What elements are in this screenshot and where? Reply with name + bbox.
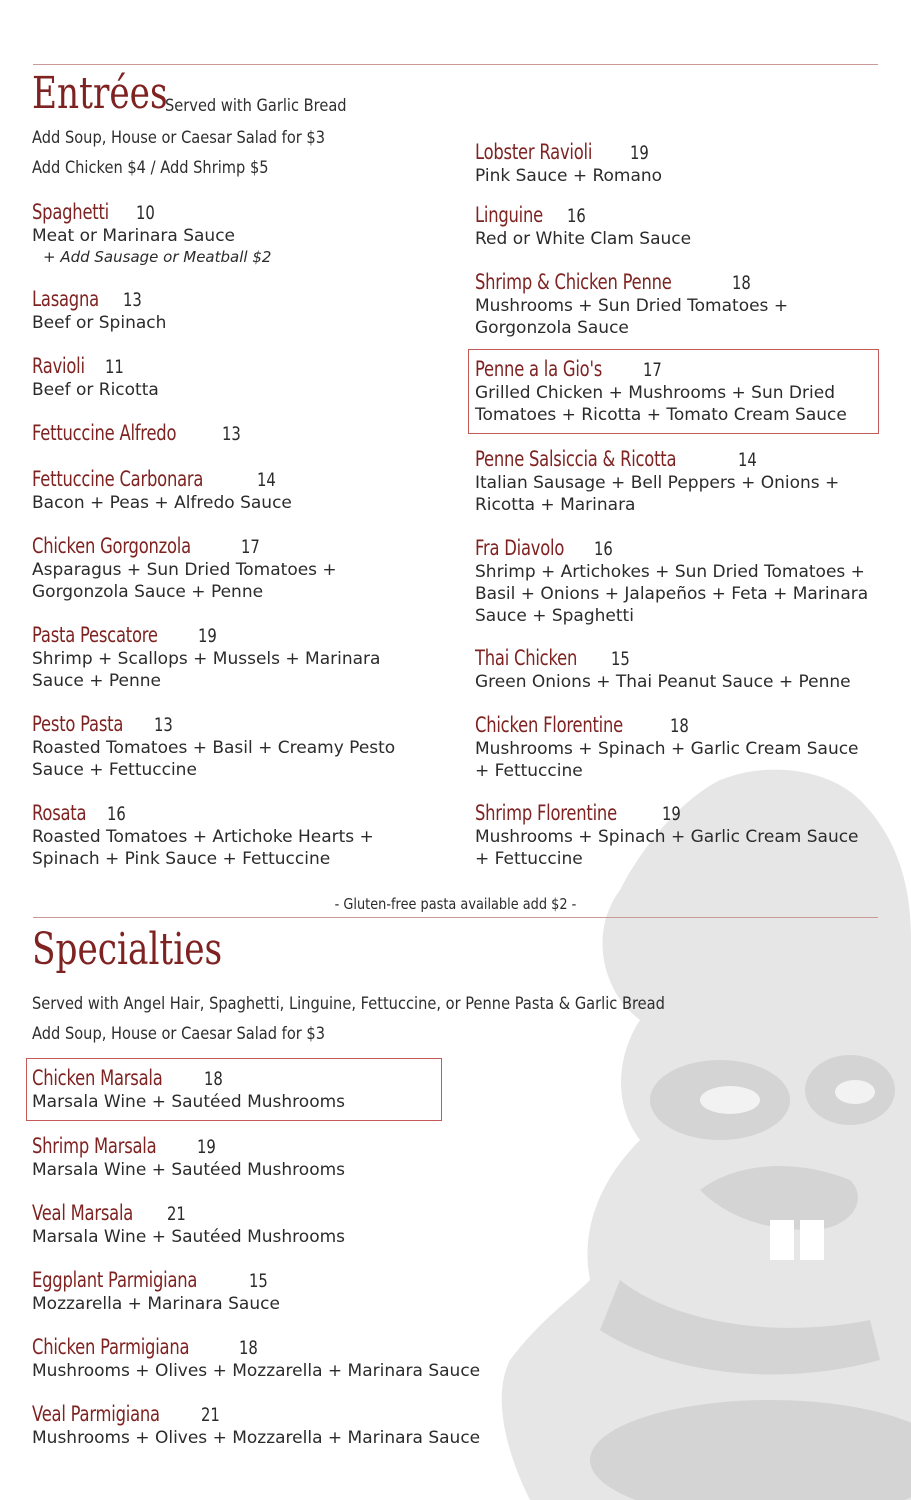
item-name: Spaghetti — [32, 200, 109, 224]
menu-item-veal-parmigiana — [32, 1401, 480, 1449]
menu-item-pesto-pasta — [32, 711, 412, 781]
item-description: Asparagus + Sun Dried Tomatoes + Gorgonzola Sauce + Penne — [32, 560, 337, 602]
item-description: Red or White Clam Sauce — [475, 229, 692, 249]
item-name: Fettuccine Alfredo — [32, 421, 177, 445]
menu-item-penne-salsiccia-ricotta — [475, 446, 855, 516]
item-description: Marsala Wine + Sautéed Mushrooms — [32, 1092, 346, 1112]
menu-item-pasta-pescatore — [32, 622, 392, 692]
item-price: 18 — [204, 1068, 224, 1090]
item-price: 19 — [630, 142, 650, 164]
specialties-note-salad: Add Soup, House or Caesar Salad for $3 — [32, 1024, 326, 1044]
item-name: Eggplant Parmigiana — [32, 1268, 198, 1292]
item-name: Pesto Pasta — [32, 712, 124, 736]
item-price: 16 — [594, 538, 614, 560]
menu-item-thai-chicken — [475, 645, 851, 693]
menu-item-shrimp-florentine — [475, 800, 865, 870]
item-description: Pink Sauce + Romano — [475, 166, 663, 186]
item-name: Veal Marsala — [32, 1201, 134, 1225]
item-price: 19 — [198, 625, 218, 647]
item-price: 13 — [122, 289, 142, 311]
item-price: 11 — [104, 356, 124, 378]
item-name: Penne Salsiccia & Ricotta — [475, 447, 677, 471]
item-description: Meat or Marinara Sauce — [32, 226, 235, 246]
item-price: 19 — [196, 1136, 216, 1158]
item-description: Mushrooms + Olives + Mozzarella + Marinara Sauce — [32, 1361, 481, 1381]
specialties-title: Specialties — [32, 924, 223, 975]
menu-item-lobster-ravioli — [475, 139, 662, 187]
item-name: Shrimp Florentine — [475, 801, 617, 825]
item-description: Mushrooms + Spinach + Garlic Cream Sauce + Fettuccine — [475, 739, 859, 781]
item-name: Chicken Marsala — [32, 1066, 163, 1090]
item-name: Chicken Parmigiana — [32, 1335, 190, 1359]
item-price: 21 — [166, 1203, 186, 1225]
item-description: Roasted Tomatoes + Basil + Creamy Pesto Sauce + Fettuccine — [32, 738, 396, 780]
item-description: Italian Sausage + Bell Peppers + Onions + Ricotta + Marinara — [475, 473, 840, 515]
item-description: Marsala Wine + Sautéed Mushrooms — [32, 1227, 346, 1247]
item-description: Mushrooms + Spinach + Garlic Cream Sauce + Fettuccine — [475, 827, 859, 869]
menu-item-chicken-marsala — [27, 1059, 441, 1120]
item-price: 13 — [222, 423, 241, 445]
item-name: Lobster Ravioli — [475, 140, 593, 164]
item-name: Fettuccine Carbonara — [32, 467, 204, 491]
item-name: Shrimp & Chicken Penne — [475, 270, 672, 294]
middle-divider — [33, 917, 878, 918]
item-name: Penne a la Gio's — [475, 357, 603, 381]
item-name: Chicken Florentine — [475, 713, 623, 737]
item-price: 18 — [732, 272, 752, 294]
item-price: 14 — [256, 469, 276, 491]
menu-item-spaghetti — [32, 199, 271, 267]
item-name: Fra Diavolo — [475, 536, 565, 560]
item-name: Rosata — [32, 801, 87, 825]
item-price: 17 — [240, 536, 260, 558]
item-price: 16 — [106, 803, 126, 825]
item-price: 17 — [642, 359, 662, 381]
item-description: Mozzarella + Marinara Sauce — [32, 1294, 280, 1314]
item-description: Shrimp + Scallops + Mussels + Marinara Sauce + Penne — [32, 649, 381, 691]
menu-item-chicken-parmigiana — [32, 1334, 480, 1382]
item-name: Ravioli — [32, 354, 85, 378]
menu-item-linguine — [475, 202, 691, 250]
item-description: Mushrooms + Olives + Mozzarella + Marinara Sauce — [32, 1428, 481, 1448]
item-name: Thai Chicken — [475, 646, 578, 670]
item-name: Lasagna — [32, 287, 99, 311]
item-description: Shrimp + Artichokes + Sun Dried Tomatoes + Basil + Onions + Jalapeños + Feta + Marinara Sauce + Spaghetti — [475, 562, 869, 626]
item-description: Mushrooms + Sun Dried Tomatoes + Gorgonzola Sauce — [475, 296, 789, 338]
menu-item-shrimp-chicken-penne — [475, 269, 805, 339]
gluten-free-note — [0, 895, 911, 913]
item-name: Chicken Gorgonzola — [32, 534, 191, 558]
item-price: 19 — [662, 803, 681, 825]
item-description: Bacon + Peas + Alfredo Sauce — [32, 493, 292, 513]
item-price: 18 — [238, 1337, 258, 1359]
top-divider — [33, 64, 878, 65]
menu-item-chicken-gorgonzola — [32, 533, 362, 603]
item-description: Beef or Spinach — [32, 313, 167, 333]
entrees-note-salad: Add Soup, House or Caesar Salad for $3 — [32, 128, 326, 148]
item-price: 15 — [611, 648, 630, 670]
menu-item-penne-a-la-gios — [469, 350, 878, 433]
entrees-note-addons: Add Chicken $4 / Add Shrimp $5 — [32, 158, 269, 178]
item-price: 16 — [567, 205, 587, 227]
item-description: Green Onions + Thai Peanut Sauce + Penne — [475, 672, 851, 692]
menu-item-ravioli — [32, 353, 159, 401]
item-addon: + Add Sausage or Meatball $2 — [43, 248, 272, 266]
menu-item-veal-marsala — [32, 1200, 345, 1248]
menu-item-fettuccine-alfredo — [32, 420, 246, 446]
specialties-note-pasta: Served with Angel Hair, Spaghetti, Linguine, Fettuccine, or Penne Pasta & Garlic Bread — [32, 994, 665, 1014]
item-price: 14 — [738, 449, 758, 471]
entrees-title: Entrées — [32, 68, 168, 119]
item-name: Linguine — [475, 203, 543, 227]
item-description: Roasted Tomatoes + Artichoke Hearts + Spinach + Pink Sauce + Fettuccine — [32, 827, 374, 869]
item-price: 15 — [248, 1270, 268, 1292]
item-name: Veal Parmigiana — [32, 1402, 160, 1426]
item-price: 18 — [669, 715, 689, 737]
item-price: 13 — [153, 714, 173, 736]
item-description: Beef or Ricotta — [32, 380, 159, 400]
menu-item-lasagna — [32, 286, 166, 334]
item-name: Shrimp Marsala — [32, 1134, 157, 1158]
item-description: Grilled Chicken + Mushrooms + Sun Dried Tomatoes + Ricotta + Tomato Cream Sauce — [475, 383, 847, 425]
item-name: Pasta Pescatore — [32, 623, 158, 647]
entrees-subtitle: Served with Garlic Bread — [165, 96, 347, 116]
item-price: 21 — [200, 1404, 220, 1426]
menu-item-fettuccine-carbonara — [32, 466, 292, 514]
gluten-free-note-text: - Gluten-free pasta available add $2 - — [334, 895, 577, 913]
item-description: Marsala Wine + Sautéed Mushrooms — [32, 1160, 346, 1180]
menu-item-shrimp-marsala — [32, 1133, 345, 1181]
menu-item-rosata — [32, 800, 392, 870]
item-price: 10 — [135, 202, 155, 224]
menu-item-fra-diavolo — [475, 535, 870, 627]
menu-item-eggplant-parmigiana — [32, 1267, 280, 1315]
menu-item-chicken-florentine — [475, 712, 865, 782]
chef-watermark-icon — [470, 760, 911, 1500]
